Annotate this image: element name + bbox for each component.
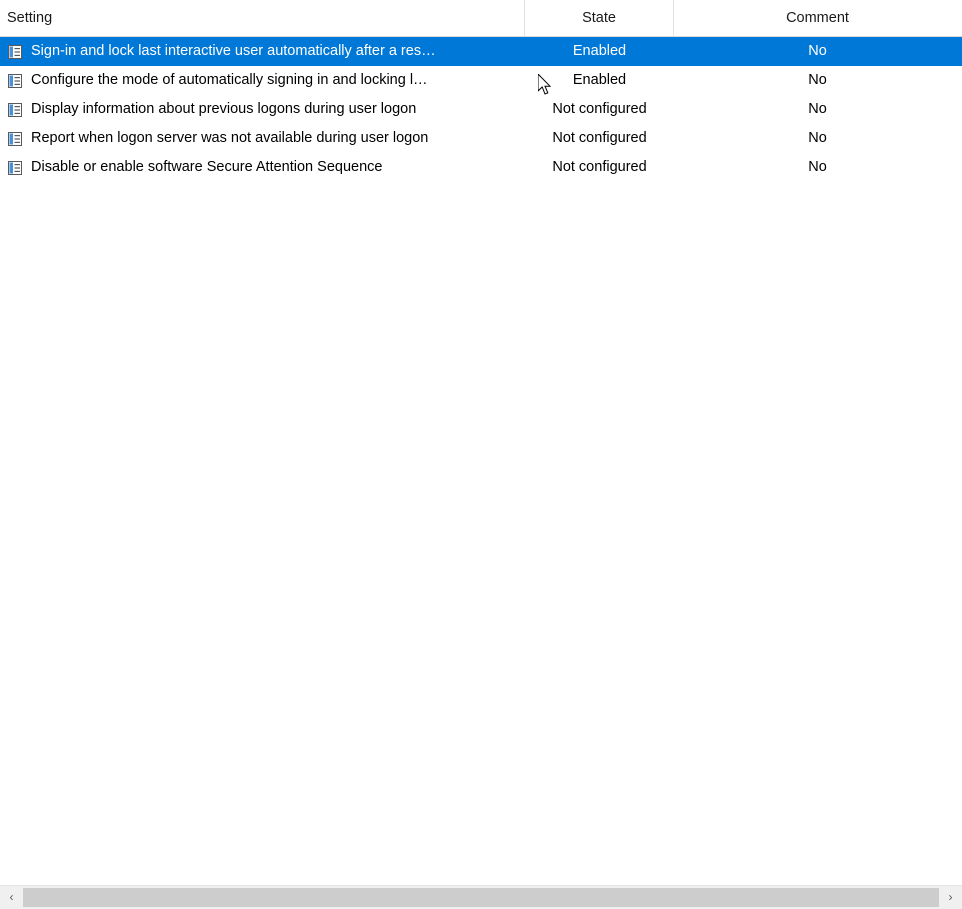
setting-name: Configure the mode of automatically signing in and locking l…	[31, 72, 428, 88]
cell-state: Not configured	[552, 130, 647, 146]
cell-comment: No	[808, 101, 827, 117]
cell-setting	[0, 153, 525, 182]
horizontal-scrollbar[interactable]	[0, 885, 962, 909]
table-row[interactable]	[0, 153, 962, 182]
setting-name: Disable or enable software Secure Attention Sequence	[31, 159, 383, 175]
scroll-right-arrow-icon[interactable]: ›	[939, 886, 962, 909]
column-header-comment[interactable]: Comment	[786, 10, 849, 26]
cell-setting	[0, 66, 525, 95]
cell-comment: No	[808, 159, 827, 175]
table-row[interactable]	[0, 66, 962, 95]
table-row[interactable]	[0, 95, 962, 124]
cell-state: Not configured	[552, 159, 647, 175]
cell-setting	[0, 37, 525, 66]
table-row[interactable]	[0, 37, 962, 66]
scrollbar-thumb[interactable]	[23, 888, 939, 907]
cell-state: Enabled	[572, 43, 627, 59]
setting-name: Sign-in and lock last interactive user automatically after a res…	[31, 43, 436, 59]
cell-setting	[0, 124, 525, 153]
setting-name: Display information about previous logons during user logon	[31, 101, 417, 117]
column-header-setting[interactable]: Setting	[0, 0, 525, 36]
scrollbar-track[interactable]	[23, 886, 939, 909]
policy-setting-icon	[7, 160, 23, 176]
cell-comment: No	[808, 72, 827, 88]
table-row[interactable]	[0, 124, 962, 153]
cell-comment: No	[808, 43, 827, 59]
cell-setting	[0, 95, 525, 124]
cell-state: Not configured	[552, 101, 647, 117]
cell-comment: No	[808, 130, 827, 146]
policy-setting-icon	[7, 73, 23, 89]
table-body	[0, 37, 962, 885]
setting-name: Report when logon server was not available during user logon	[31, 130, 429, 146]
table-header	[0, 0, 962, 37]
policy-setting-icon	[7, 44, 23, 60]
column-header-state[interactable]: State	[525, 0, 674, 36]
policy-setting-icon	[7, 131, 23, 147]
policy-setting-icon	[7, 102, 23, 118]
scroll-left-arrow-icon[interactable]: ‹	[0, 886, 23, 909]
cell-state: Enabled	[572, 72, 627, 88]
